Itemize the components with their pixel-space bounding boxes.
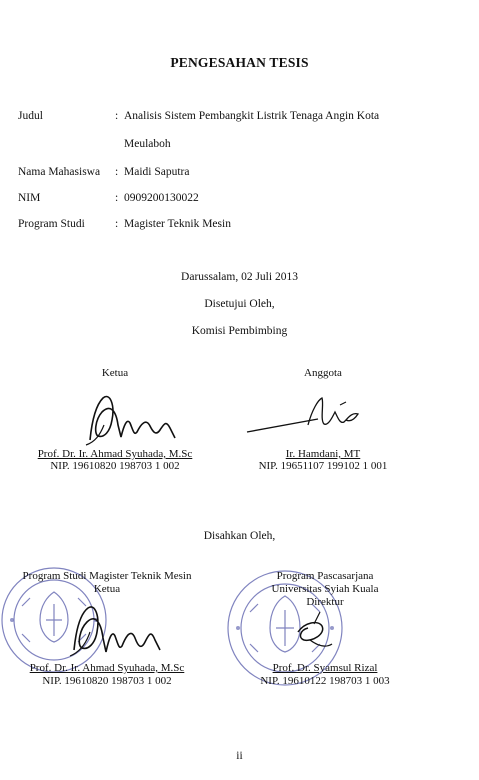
ratifier-right-org2: Universitas Syiah Kuala <box>271 583 379 595</box>
place-date: Darussalam, 02 Juli 2013 <box>181 271 298 283</box>
ratifier-left-nip: NIP. 19610820 198703 1 002 <box>42 675 172 687</box>
committee-label: Komisi Pembimbing <box>191 325 288 337</box>
supervisor-right-role: Anggota <box>304 367 342 379</box>
ratifier-left-name: Prof. Dr. Ir. Ahmad Syuhada, M.Sc <box>29 662 185 674</box>
supervisor-left-name: Prof. Dr. Ir. Ahmad Syuhada, M.Sc <box>37 448 193 460</box>
ratifier-right-nip: NIP. 19610122 198703 1 003 <box>260 675 390 687</box>
ratifier-right-name: Prof. Dr. Syamsul Rizal <box>272 662 378 674</box>
field-judul-value: Analisis Sistem Pembangkit Listrik Tenaga Angin Kota <box>124 110 380 122</box>
page-number: ii <box>236 750 243 762</box>
supervisor-left-role: Ketua <box>101 367 129 379</box>
field-prodi-value: Magister Teknik Mesin <box>124 218 231 230</box>
ratifier-left-org: Program Studi Magister Teknik Mesin <box>22 570 192 582</box>
supervisor-right-nip: NIP. 19651107 199102 1 001 <box>258 460 388 472</box>
field-prodi-label: Program Studi <box>18 218 85 230</box>
field-nama-sep: : <box>115 166 119 178</box>
field-nim-label: NIM <box>18 192 41 204</box>
ratifier-right-org1: Program Pascasarjana <box>276 570 374 582</box>
field-prodi-sep: : <box>115 218 119 230</box>
field-judul-value-cont: Meulaboh <box>124 138 171 150</box>
ratified-by: Disahkan Oleh, <box>203 530 276 542</box>
ratifier-right-role: Direktur <box>306 596 344 608</box>
field-judul-sep: : <box>115 110 119 122</box>
page-title: PENGESAHAN TESIS <box>170 55 309 70</box>
field-nim-sep: : <box>115 192 119 204</box>
field-nama-label: Nama Mahasiswa <box>18 166 101 178</box>
supervisor-left-nip: NIP. 19610820 198703 1 002 <box>50 460 180 472</box>
field-judul-label: Judul <box>18 110 43 122</box>
field-nim-value: 0909200130022 <box>124 192 199 204</box>
approved-by: Disetujui Oleh, <box>204 298 275 310</box>
field-nama-value: Maidi Saputra <box>124 166 190 178</box>
ratifier-left-role: Ketua <box>93 583 121 595</box>
supervisor-right-name: Ir. Hamdani, MT <box>285 448 361 460</box>
